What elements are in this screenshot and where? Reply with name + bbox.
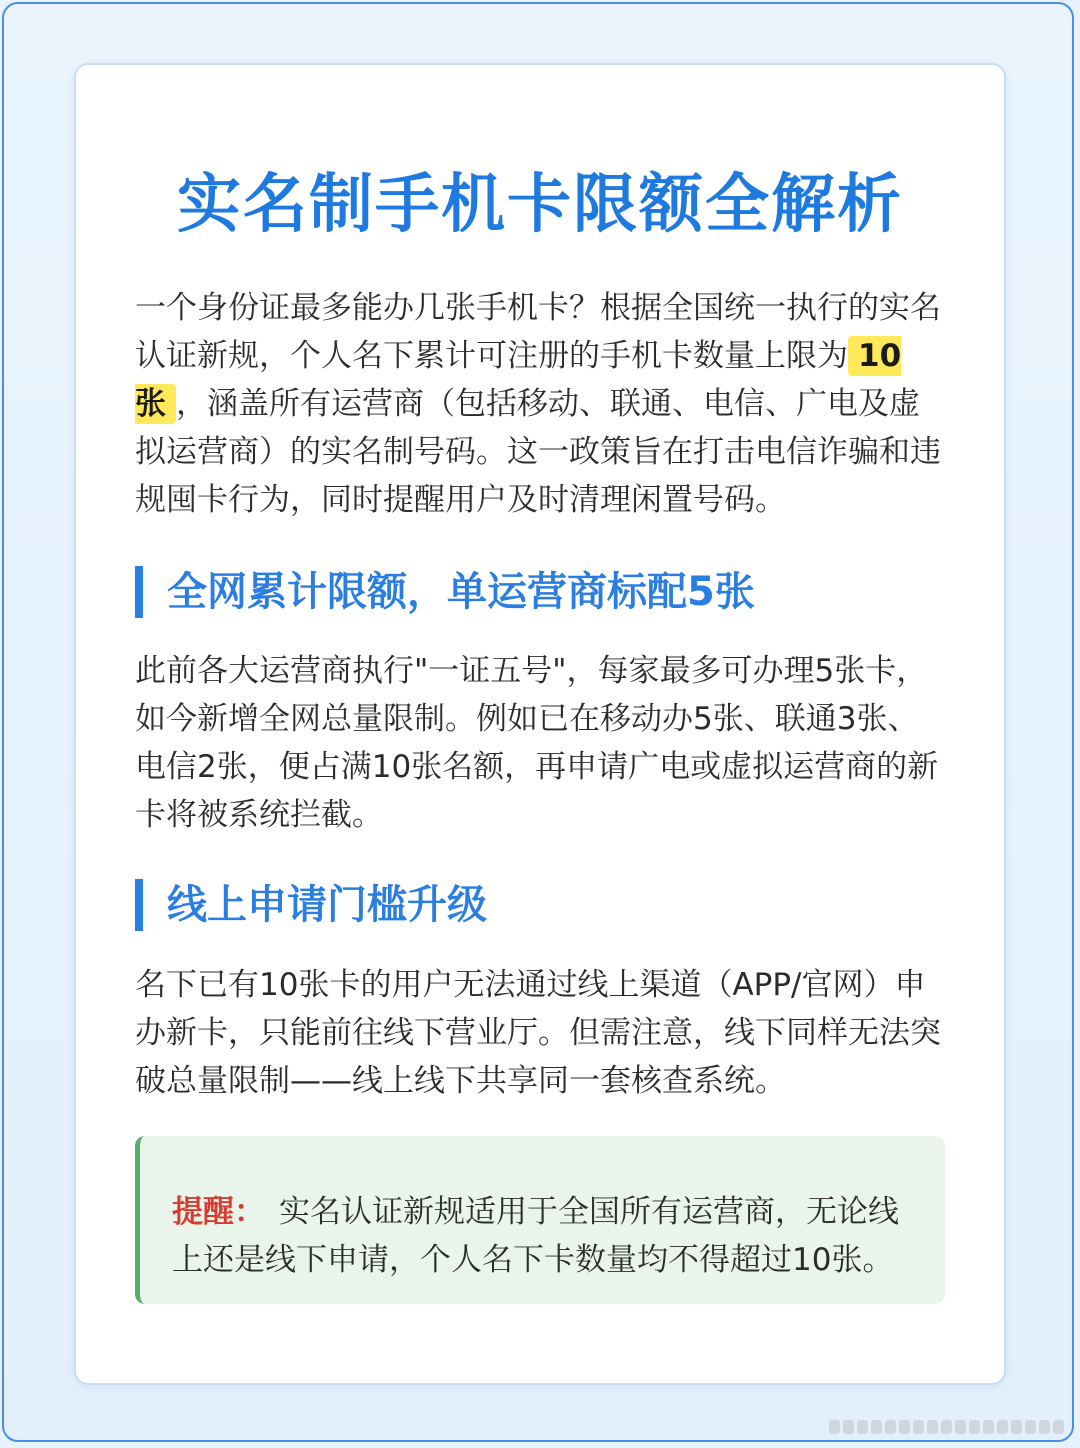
section-heading-network-limit: 全网累计限额，单运营商标配5张 bbox=[135, 566, 945, 618]
reminder-box bbox=[135, 1136, 945, 1304]
intro-paragraph bbox=[135, 284, 945, 524]
section-body-network-limit: 此前各大运营商执行"一证五号"，每家最多可办理5张卡，如今新增全网总量限制。例如已在移动办5张、联通3张、电信2张，便占满10张名额，再申请广电或虚拟运营商的新卡将被系统拦截。 bbox=[135, 653, 939, 833]
limit-highlight: 10张 bbox=[135, 338, 902, 422]
section-heading-online-threshold: 线上申请门槛升级 bbox=[135, 879, 945, 931]
section-body-online-threshold: 名下已有10张卡的用户无法通过线上渠道（APP/官网）申办新卡，只能前往线下营业厅。但需注意，线下同样无法突破总量限制——线上线下共享同一套核查系统。 bbox=[135, 967, 941, 1099]
page-title: 实名制手机卡限额全解析 bbox=[177, 168, 903, 242]
reminder-text: 实名认证新规适用于全国所有运营商，无论线上还是线下申请，个人名下卡数量均不得超过10张。 bbox=[172, 1194, 899, 1278]
reminder-label: 提醒： bbox=[172, 1194, 265, 1230]
watermark-dots bbox=[826, 1420, 1064, 1434]
intro-text-before: 一个身份证最多能办几张手机卡？根据全国统一执行的实名认证新规，个人名下累计可注册的手机卡数量上限为 bbox=[135, 290, 941, 374]
intro-text-after: ，涵盖所有运营商（包括移动、联通、电信、广电及虚拟运营商）的实名制号码。这一政策旨在打击电信诈骗和违规囤卡行为，同时提醒用户及时清理闲置号码。 bbox=[135, 386, 941, 518]
